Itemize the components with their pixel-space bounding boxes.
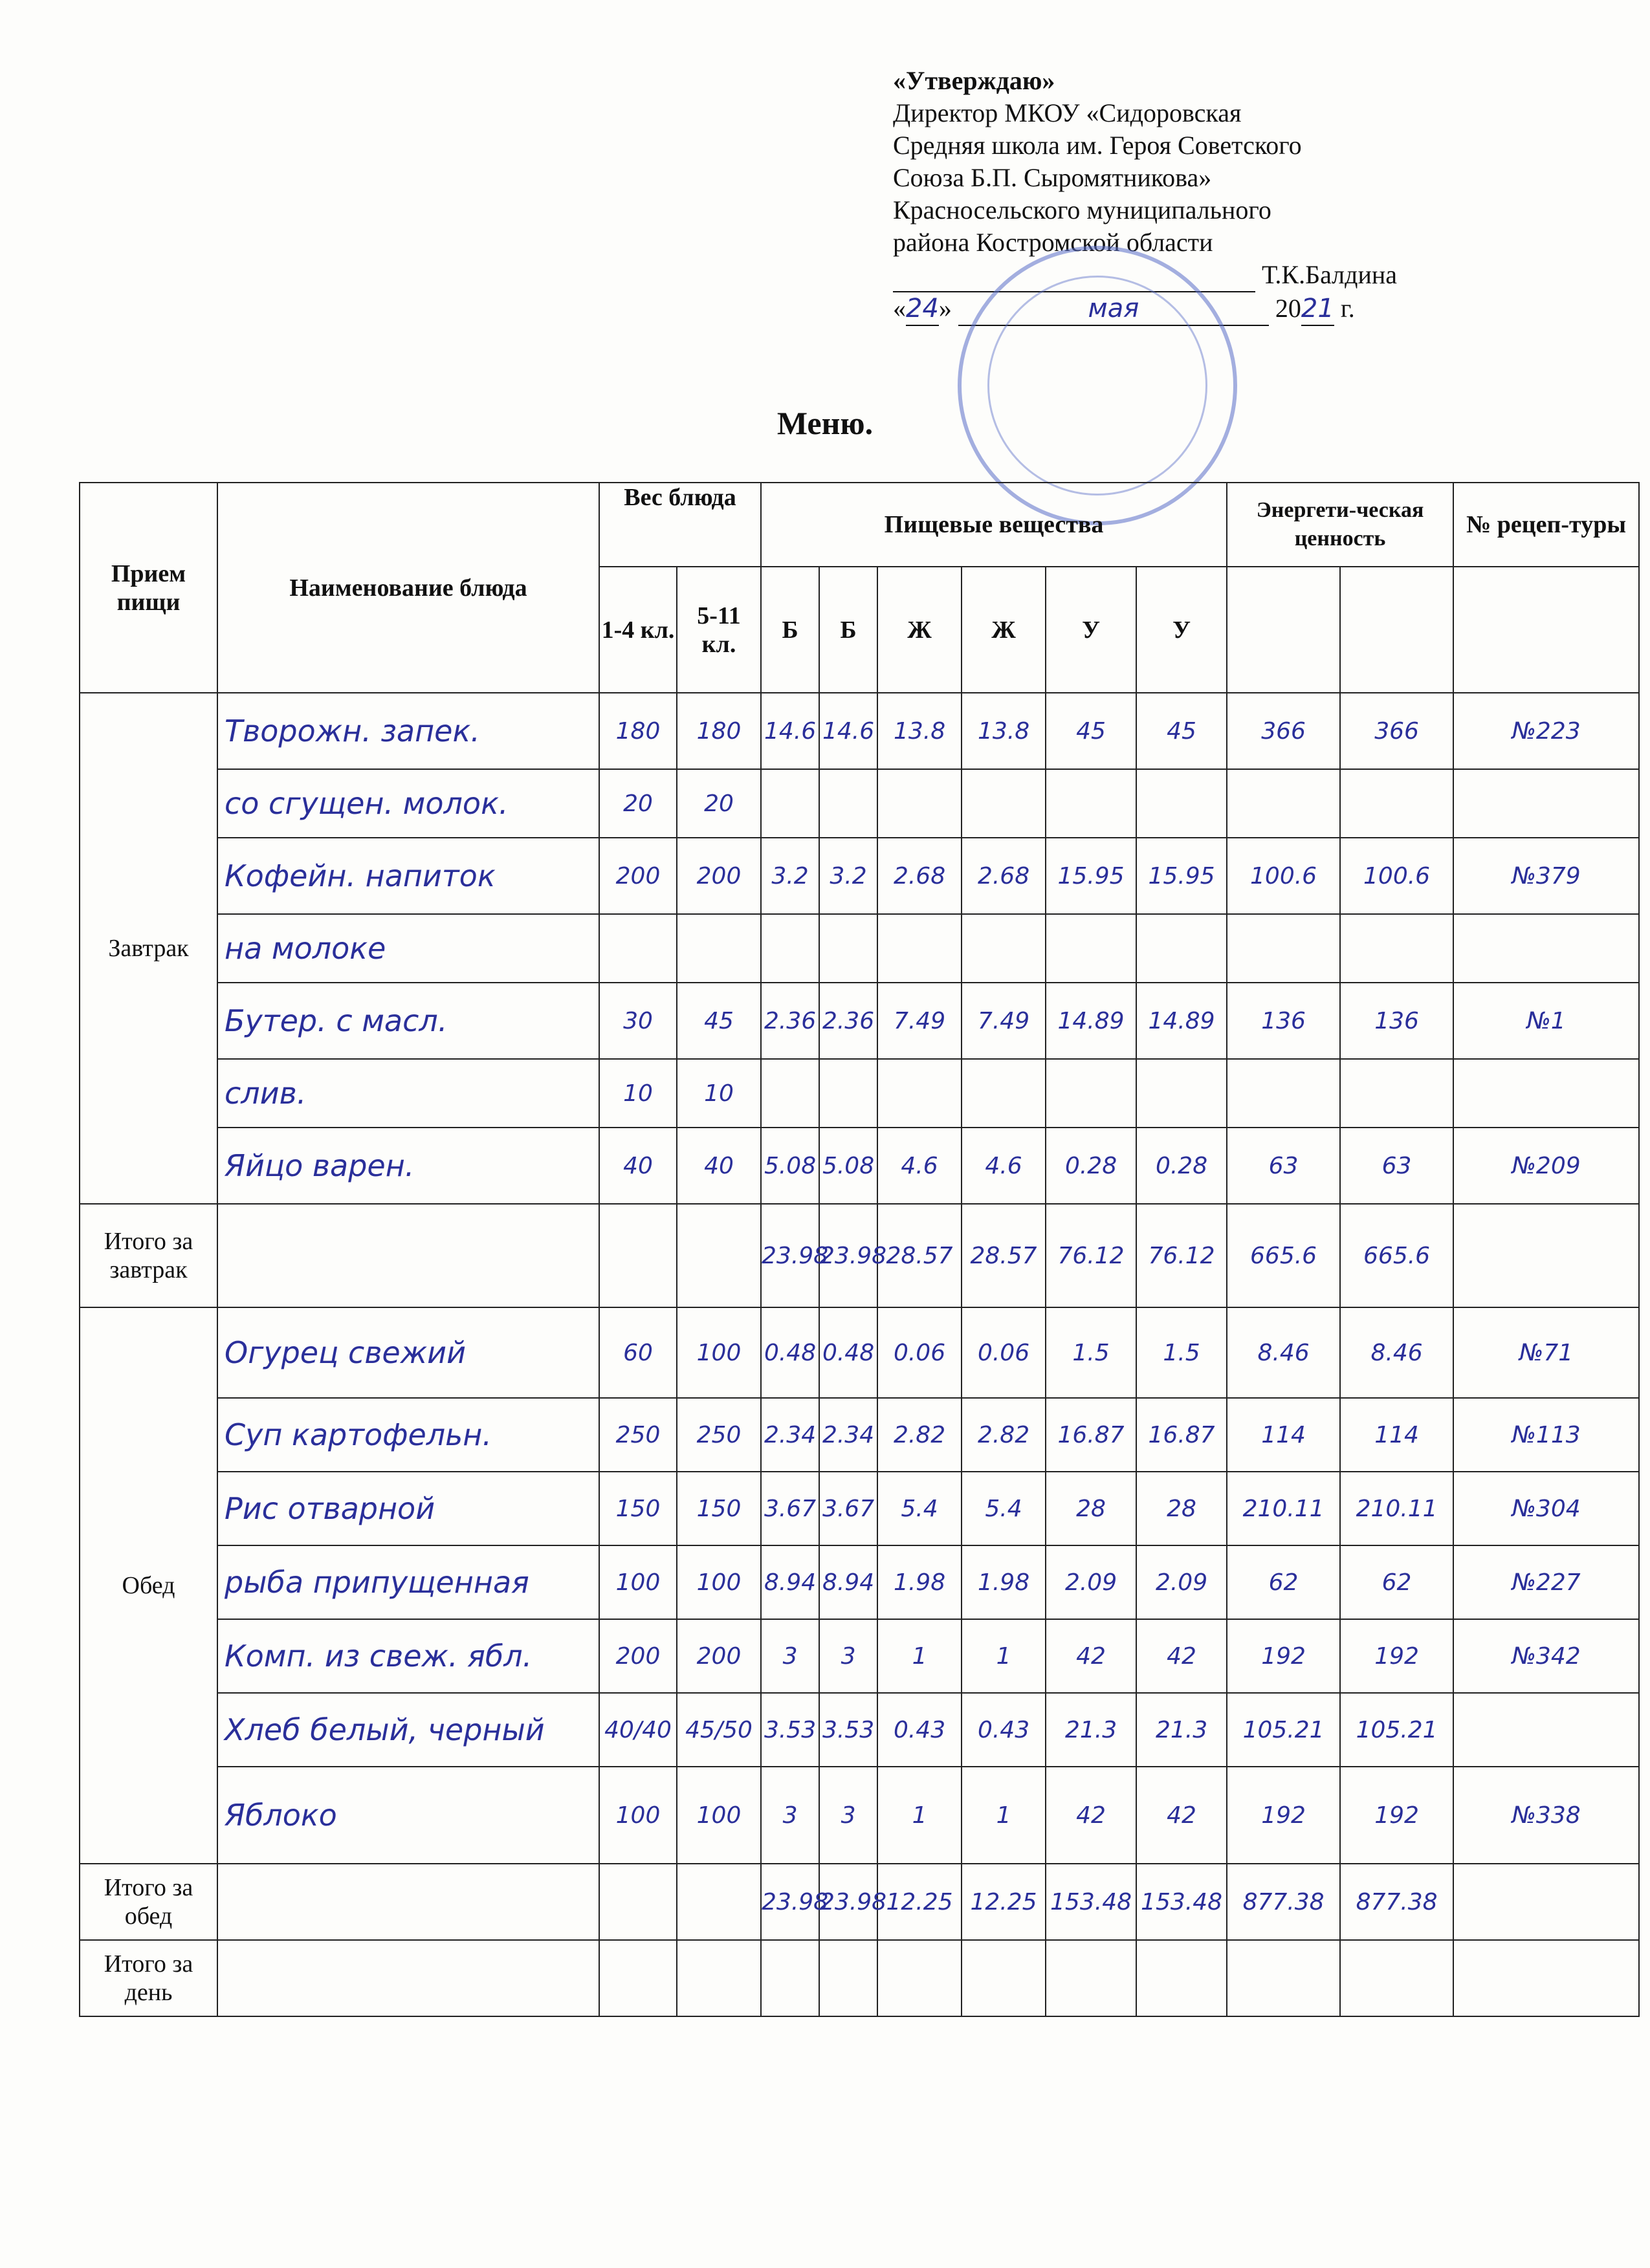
table-cell: 16.87: [1046, 1398, 1136, 1472]
table-cell: 3.2: [761, 838, 819, 914]
table-cell: 3: [819, 1767, 877, 1864]
table-cell: [1453, 769, 1639, 838]
total-cell: [599, 1940, 677, 2016]
table-cell: 45: [677, 983, 761, 1059]
total-cell: [217, 1940, 599, 2016]
header-row-1: [80, 483, 1639, 567]
table-cell: [1340, 914, 1453, 983]
table-cell: 100: [677, 1307, 761, 1398]
breakfast-total-row: [80, 1204, 1639, 1307]
table-row: [80, 1545, 1639, 1619]
table-cell: 136: [1340, 983, 1453, 1059]
table-cell: 40: [599, 1128, 677, 1204]
breakfast-rows: [80, 693, 1639, 1204]
lunch-rows: [80, 1307, 1639, 1864]
table-cell: 3.67: [819, 1472, 877, 1545]
total-cell: 23.98: [819, 1204, 877, 1307]
total-cell: 12.25: [962, 1864, 1046, 1940]
total-cell: [877, 1940, 962, 2016]
approval-title: «Утверждаю»: [893, 66, 1055, 95]
table-cell: 30: [599, 983, 677, 1059]
total-cell: [1046, 1940, 1136, 2016]
total-cell: 665.6: [1227, 1204, 1340, 1307]
table-cell: 2.09: [1046, 1545, 1136, 1619]
table-cell: 150: [677, 1472, 761, 1545]
table-cell: [1046, 769, 1136, 838]
table-cell: 14.89: [1046, 983, 1136, 1059]
total-cell: [1227, 1940, 1340, 2016]
total-cell: 665.6: [1340, 1204, 1453, 1307]
total-cell: [677, 1864, 761, 1940]
table-cell: 1: [962, 1767, 1046, 1864]
table-cell: 45/50: [677, 1693, 761, 1767]
breakfast-meal-label: Завтрак: [80, 693, 217, 1204]
lunch-meal-label: Обед: [80, 1307, 217, 1864]
table-cell: 40: [677, 1128, 761, 1204]
table-cell: [761, 769, 819, 838]
table-cell: [877, 914, 962, 983]
table-cell: 1.98: [962, 1545, 1046, 1619]
dish-name: Суп картофельн.: [217, 1398, 599, 1472]
table-cell: [877, 1059, 962, 1128]
table-row: [80, 914, 1639, 983]
table-cell: 210.11: [1340, 1472, 1453, 1545]
approval-line-5: района Костромской области: [893, 228, 1213, 257]
table-cell: 28: [1136, 1472, 1227, 1545]
table-cell: [677, 914, 761, 983]
dish-name: Яйцо варен.: [217, 1128, 599, 1204]
table-cell: [1227, 769, 1340, 838]
date-open-quote: «: [893, 294, 906, 323]
table-cell: [1340, 1059, 1453, 1128]
table-row: [80, 1128, 1639, 1204]
total-cell: 153.48: [1046, 1864, 1136, 1940]
table-cell: 21.3: [1046, 1693, 1136, 1767]
table-cell: 3.53: [761, 1693, 819, 1767]
total-cell: [217, 1204, 599, 1307]
table-cell: 2.34: [819, 1398, 877, 1472]
total-cell: [677, 1940, 761, 2016]
header-grade-1-4: 1-4 кл.: [599, 567, 677, 693]
approval-line-3: Союза Б.П. Сыромятникова»: [893, 163, 1212, 192]
table-cell: 8.94: [761, 1545, 819, 1619]
table-cell: №209: [1453, 1128, 1639, 1204]
table-cell: 5.08: [761, 1128, 819, 1204]
table-cell: 62: [1340, 1545, 1453, 1619]
table-cell: 62: [1227, 1545, 1340, 1619]
table-cell: 0.06: [877, 1307, 962, 1398]
date-year: 21: [1301, 292, 1334, 326]
table-cell: 1.5: [1136, 1307, 1227, 1398]
table-cell: №379: [1453, 838, 1639, 914]
total-cell: [677, 1204, 761, 1307]
table-cell: 100: [677, 1545, 761, 1619]
date-year-prefix: 20: [1275, 294, 1301, 323]
table-cell: №1: [1453, 983, 1639, 1059]
table-cell: [819, 1059, 877, 1128]
header-protein-1: Б: [761, 567, 819, 693]
table-cell: 250: [599, 1398, 677, 1472]
day-total-label: Итого за день: [80, 1940, 217, 2016]
dish-name: Творожн. запек.: [217, 693, 599, 769]
date-day: 24: [906, 292, 939, 326]
table-row: [80, 1693, 1639, 1767]
total-cell: [599, 1204, 677, 1307]
table-cell: [1046, 1059, 1136, 1128]
total-cell: [761, 1940, 819, 2016]
dish-name: рыба припущенная: [217, 1545, 599, 1619]
table-cell: 4.6: [877, 1128, 962, 1204]
table-cell: 0.48: [819, 1307, 877, 1398]
table-cell: 63: [1340, 1128, 1453, 1204]
table-cell: 0.43: [962, 1693, 1046, 1767]
table-cell: 100.6: [1340, 838, 1453, 914]
header-dish: Наименование блюда: [217, 483, 599, 693]
table-cell: 0.43: [877, 1693, 962, 1767]
table-row: [80, 983, 1639, 1059]
table-cell: 2.34: [761, 1398, 819, 1472]
table-cell: [1453, 914, 1639, 983]
table-cell: 2.36: [761, 983, 819, 1059]
table-cell: 192: [1227, 1767, 1340, 1864]
table-cell: 3.53: [819, 1693, 877, 1767]
table-cell: 42: [1046, 1767, 1136, 1864]
table-row: [80, 1472, 1639, 1545]
table-cell: №304: [1453, 1472, 1639, 1545]
total-cell: 877.38: [1340, 1864, 1453, 1940]
table-cell: 2.82: [962, 1398, 1046, 1472]
table-cell: 16.87: [1136, 1398, 1227, 1472]
table-row: [80, 838, 1639, 914]
header-energy-empty-1: [1227, 567, 1340, 693]
table-cell: 150: [599, 1472, 677, 1545]
table-cell: 42: [1046, 1619, 1136, 1693]
table-cell: 192: [1227, 1619, 1340, 1693]
table-cell: 114: [1227, 1398, 1340, 1472]
table-cell: 100.6: [1227, 838, 1340, 914]
approval-line-1: Директор МКОУ «Сидоровская: [893, 98, 1242, 127]
table-cell: №338: [1453, 1767, 1639, 1864]
table-cell: 3: [819, 1619, 877, 1693]
total-cell: 23.98: [819, 1864, 877, 1940]
table-cell: №71: [1453, 1307, 1639, 1398]
table-cell: [599, 914, 677, 983]
table-cell: №342: [1453, 1619, 1639, 1693]
header-fat-2: Ж: [962, 567, 1046, 693]
table-cell: 0.28: [1136, 1128, 1227, 1204]
table-cell: 13.8: [962, 693, 1046, 769]
table-cell: 0.28: [1046, 1128, 1136, 1204]
signer-name: Т.К.Балдина: [1262, 260, 1398, 289]
total-cell: 23.98: [761, 1204, 819, 1307]
table-cell: [819, 769, 877, 838]
table-cell: 3.67: [761, 1472, 819, 1545]
table-cell: 2.09: [1136, 1545, 1227, 1619]
header-recipe: № рецеп-туры: [1453, 483, 1639, 567]
table-cell: 1.5: [1046, 1307, 1136, 1398]
day-total-row: [80, 1940, 1639, 2016]
table-cell: 40/40: [599, 1693, 677, 1767]
table-cell: [962, 769, 1046, 838]
table-cell: 13.8: [877, 693, 962, 769]
table-cell: 10: [599, 1059, 677, 1128]
table-cell: 3: [761, 1619, 819, 1693]
total-cell: [599, 1864, 677, 1940]
dish-name: Бутер. с масл.: [217, 983, 599, 1059]
total-cell: [962, 1940, 1046, 2016]
table-cell: 180: [599, 693, 677, 769]
table-cell: [1136, 914, 1227, 983]
header-protein-2: Б: [819, 567, 877, 693]
dish-name: Яблоко: [217, 1767, 599, 1864]
dish-name: Комп. из свеж. ябл.: [217, 1619, 599, 1693]
total-cell: [1340, 1940, 1453, 2016]
date-close-quote: »: [938, 294, 952, 323]
table-row: [80, 1767, 1639, 1864]
breakfast-total-label: Итого за завтрак: [80, 1204, 217, 1307]
dish-name: Хлеб белый, черный: [217, 1693, 599, 1767]
dish-name: на молоке: [217, 914, 599, 983]
table-cell: 2.82: [877, 1398, 962, 1472]
table-cell: 8.46: [1340, 1307, 1453, 1398]
table-cell: №227: [1453, 1545, 1639, 1619]
table-cell: [1136, 1059, 1227, 1128]
table-cell: 200: [677, 838, 761, 914]
table-cell: [1046, 914, 1136, 983]
dish-name: Кофейн. напиток: [217, 838, 599, 914]
table-cell: 14.89: [1136, 983, 1227, 1059]
table-cell: [819, 914, 877, 983]
table-cell: 7.49: [877, 983, 962, 1059]
table-cell: 14.6: [761, 693, 819, 769]
table-cell: 180: [677, 693, 761, 769]
table-cell: 0.06: [962, 1307, 1046, 1398]
table-cell: 15.95: [1136, 838, 1227, 914]
table-cell: 45: [1136, 693, 1227, 769]
table-cell: 100: [599, 1545, 677, 1619]
table-cell: 42: [1136, 1767, 1227, 1864]
table-row: [80, 1059, 1639, 1128]
menu-table: [79, 482, 1640, 2017]
table-cell: 200: [599, 1619, 677, 1693]
total-cell: [1136, 1940, 1227, 2016]
table-cell: [1453, 1059, 1639, 1128]
total-cell: 153.48: [1136, 1864, 1227, 1940]
table-cell: №113: [1453, 1398, 1639, 1472]
total-cell: [1453, 1940, 1639, 2016]
lunch-total-label: Итого за обед: [80, 1864, 217, 1940]
table-cell: 2.68: [877, 838, 962, 914]
table-cell: [962, 1059, 1046, 1128]
header-fat-1: Ж: [877, 567, 962, 693]
table-cell: 1: [877, 1619, 962, 1693]
table-row: [80, 1398, 1639, 1472]
table-cell: 1: [877, 1767, 962, 1864]
table-cell: 0.48: [761, 1307, 819, 1398]
table-cell: 5.4: [962, 1472, 1046, 1545]
table-cell: [1227, 1059, 1340, 1128]
lunch-total-row: [80, 1864, 1639, 1940]
table-cell: 63: [1227, 1128, 1340, 1204]
table-cell: 366: [1340, 693, 1453, 769]
dish-name: Рис отварной: [217, 1472, 599, 1545]
dish-name: слив.: [217, 1059, 599, 1128]
date-suffix: г.: [1340, 294, 1355, 323]
total-cell: 23.98: [761, 1864, 819, 1940]
table-cell: 136: [1227, 983, 1340, 1059]
total-cell: 877.38: [1227, 1864, 1340, 1940]
table-cell: 100: [677, 1767, 761, 1864]
table-cell: №223: [1453, 693, 1639, 769]
table-cell: 45: [1046, 693, 1136, 769]
dish-name: со сгущен. молок.: [217, 769, 599, 838]
table-cell: 1.98: [877, 1545, 962, 1619]
table-cell: 105.21: [1227, 1693, 1340, 1767]
page-title: Меню.: [776, 405, 874, 441]
table-row: [80, 1307, 1639, 1398]
table-cell: [761, 914, 819, 983]
total-cell: [217, 1864, 599, 1940]
table-row: [80, 769, 1639, 838]
table-cell: 20: [677, 769, 761, 838]
table-cell: 250: [677, 1398, 761, 1472]
table-cell: 5.4: [877, 1472, 962, 1545]
total-cell: [1453, 1864, 1639, 1940]
total-cell: 76.12: [1136, 1204, 1227, 1307]
total-cell: [819, 1940, 877, 2016]
total-cell: 28.57: [877, 1204, 962, 1307]
header-grade-5-11: 5-11 кл.: [677, 567, 761, 693]
table-cell: [877, 769, 962, 838]
table-cell: 114: [1340, 1398, 1453, 1472]
table-cell: [1227, 914, 1340, 983]
table-cell: 3: [761, 1767, 819, 1864]
table-cell: [761, 1059, 819, 1128]
table-cell: 366: [1227, 693, 1340, 769]
header-carb-1: У: [1046, 567, 1136, 693]
table-cell: [1453, 1693, 1639, 1767]
total-cell: 28.57: [962, 1204, 1046, 1307]
table-cell: [1340, 769, 1453, 838]
table-cell: 60: [599, 1307, 677, 1398]
table-cell: 5.08: [819, 1128, 877, 1204]
table-cell: 200: [599, 838, 677, 914]
table-cell: 14.6: [819, 693, 877, 769]
table-cell: 8.94: [819, 1545, 877, 1619]
table-row: [80, 1619, 1639, 1693]
table-cell: 8.46: [1227, 1307, 1340, 1398]
dish-name: Огурец свежий: [217, 1307, 599, 1398]
total-cell: [1453, 1204, 1639, 1307]
header-nutrients: Пищевые вещества: [761, 483, 1227, 567]
table-cell: 42: [1136, 1619, 1227, 1693]
table-cell: 192: [1340, 1767, 1453, 1864]
table-cell: 2.36: [819, 983, 877, 1059]
total-cell: 12.25: [877, 1864, 962, 1940]
table-cell: 20: [599, 769, 677, 838]
header-meal: Прием пищи: [80, 483, 217, 693]
table-cell: 105.21: [1340, 1693, 1453, 1767]
table-cell: 192: [1340, 1619, 1453, 1693]
table-cell: 200: [677, 1619, 761, 1693]
table-cell: 3.2: [819, 838, 877, 914]
table-cell: 210.11: [1227, 1472, 1340, 1545]
total-cell: 76.12: [1046, 1204, 1136, 1307]
table-cell: 4.6: [962, 1128, 1046, 1204]
table-cell: 1: [962, 1619, 1046, 1693]
header-carb-2: У: [1136, 567, 1227, 693]
table-cell: 2.68: [962, 838, 1046, 914]
header-energy-empty-2: [1340, 567, 1453, 693]
table-cell: 10: [677, 1059, 761, 1128]
date-month: мая: [958, 292, 1269, 326]
table-row: [80, 693, 1639, 769]
table-cell: 100: [599, 1767, 677, 1864]
header-recipe-empty: [1453, 567, 1639, 693]
table-cell: [962, 914, 1046, 983]
approval-line-2: Средняя школа им. Героя Советского: [893, 131, 1302, 160]
header-energy: Энергети-ческая ценность: [1227, 483, 1453, 567]
table-cell: 7.49: [962, 983, 1046, 1059]
table-cell: 15.95: [1046, 838, 1136, 914]
table-cell: 28: [1046, 1472, 1136, 1545]
approval-line-4: Красносельского муниципального: [893, 195, 1271, 224]
table-cell: 21.3: [1136, 1693, 1227, 1767]
table-cell: [1136, 769, 1227, 838]
header-weight: Вес блюда: [599, 483, 761, 567]
